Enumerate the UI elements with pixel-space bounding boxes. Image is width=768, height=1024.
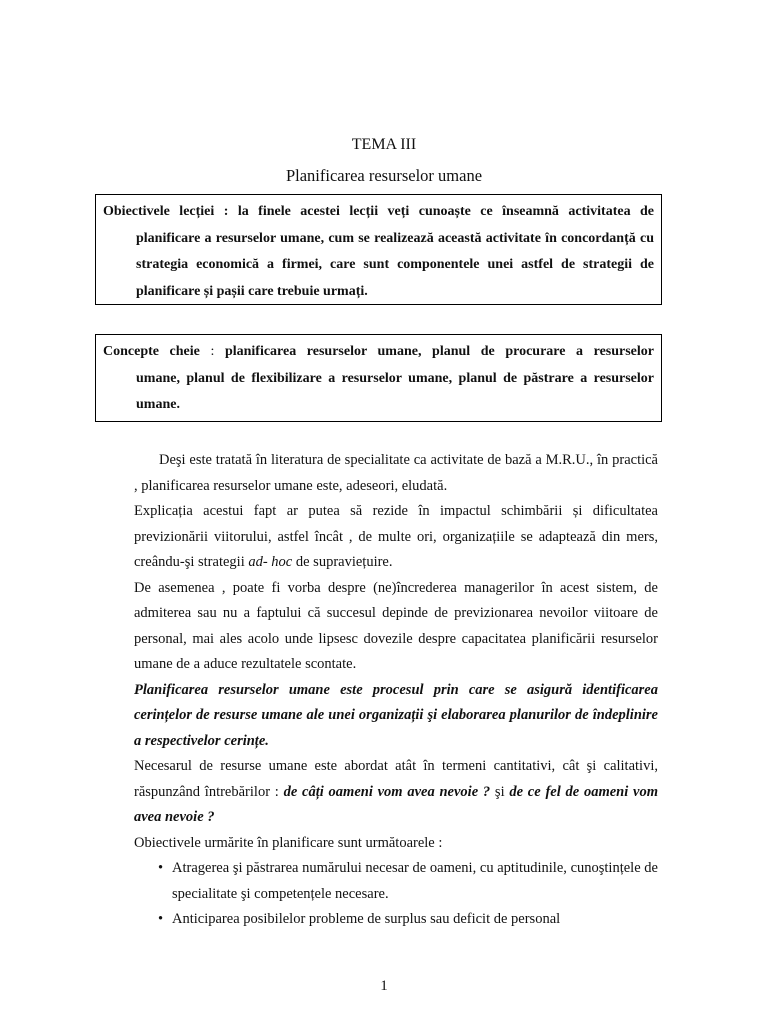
objectives-line1: la finele acestei lecții veți cunoaște ce înseamnă activitatea de <box>237 204 655 219</box>
paragraph-2-start: Explicația acestui fapt ar putea să rezide în impactul schimbării și dificultatea previzionării viitorului, astfel încât , de multe ori, organizațiile se adaptează din mers, creându-şi strategii <box>134 503 658 570</box>
paragraph-5-mid: şi <box>490 783 510 800</box>
paragraph-5-start: Necesarul de resurse umane este abordat atât în termeni cantitativi, cât şi calitativi, răspunzând întrebărilor : <box>134 758 658 800</box>
list-item: • Atragerea şi păstrarea numărului necesar de oameni, cu aptitudinile, cunoştințele de specialitate şi competențele necesare. <box>134 856 658 907</box>
concepts-box <box>95 334 662 422</box>
definition-paragraph: Planificarea resurselor umane este procesul prin care se asigură identificarea cerințelor de resurse umane ale unei organizații şi elaborarea planurilor de îndeplinire a respectivelor cerințe. <box>134 681 658 749</box>
paragraph-6: Obiectivele urmărite în planificare sunt următoarele : <box>134 834 443 851</box>
objectives-text: planificare a resurselor umane, cum se realizează această activitate în concordanță cu strategia economică a firmei, care sunt componentele unei astfel de strategii de planificare și pașii care trebuie urmați. <box>136 230 654 299</box>
question-1: de câți oameni vom avea nevoie ? <box>283 783 491 800</box>
concepts-first-line <box>103 339 654 366</box>
document-title: TEMA III <box>351 136 417 153</box>
paragraph-3: De asemenea , poate fi vorba despre (ne)încrederea managerilor în acest sistem, de admiterea sau nu a faptului că succesul depinde de previzionarea nevoilor viitoare de personal, mai ales acolo unde lipsesc dovezile despre capacitatea planificării resurselor umane de a aduce rezultatele scontate. <box>134 579 658 672</box>
paragraph-2-italic: ad- hoc <box>248 554 293 570</box>
concepts-label: Concepte cheie <box>103 344 200 359</box>
list-item: • Anticiparea posibilelor probleme de surplus sau deficit de personal <box>134 907 658 933</box>
paragraph-1: Deşi este tratată în literatura de specialitate ca activitate de bază a M.R.U., în practică , planificarea resurselor umane este, adeseori, eludată. <box>134 452 658 494</box>
question-2: de ce fel de oameni vom avea nevoie ? <box>134 783 658 825</box>
objectives-label: Obiectivele lecției : <box>103 204 229 219</box>
page-number: 1 <box>380 978 388 994</box>
body-text <box>134 448 658 933</box>
paragraph-2-end: de supraviețuire. <box>292 554 393 570</box>
document-subtitle: Planificarea resurselor umane <box>285 166 483 185</box>
objectives-first-line <box>103 199 654 226</box>
paragraph-5 <box>134 754 658 831</box>
concepts-line1: planificarea resurselor umane, planul de procurare a resurselor <box>224 344 655 359</box>
concepts-text: umane, planul de flexibilizare a resurselor umane, planul de păstrare a resurselor umane. <box>136 370 654 412</box>
objectives-list <box>134 856 658 933</box>
concepts-separator: : <box>199 344 225 359</box>
paragraph-2 <box>134 499 658 576</box>
objectives-box <box>95 194 662 305</box>
